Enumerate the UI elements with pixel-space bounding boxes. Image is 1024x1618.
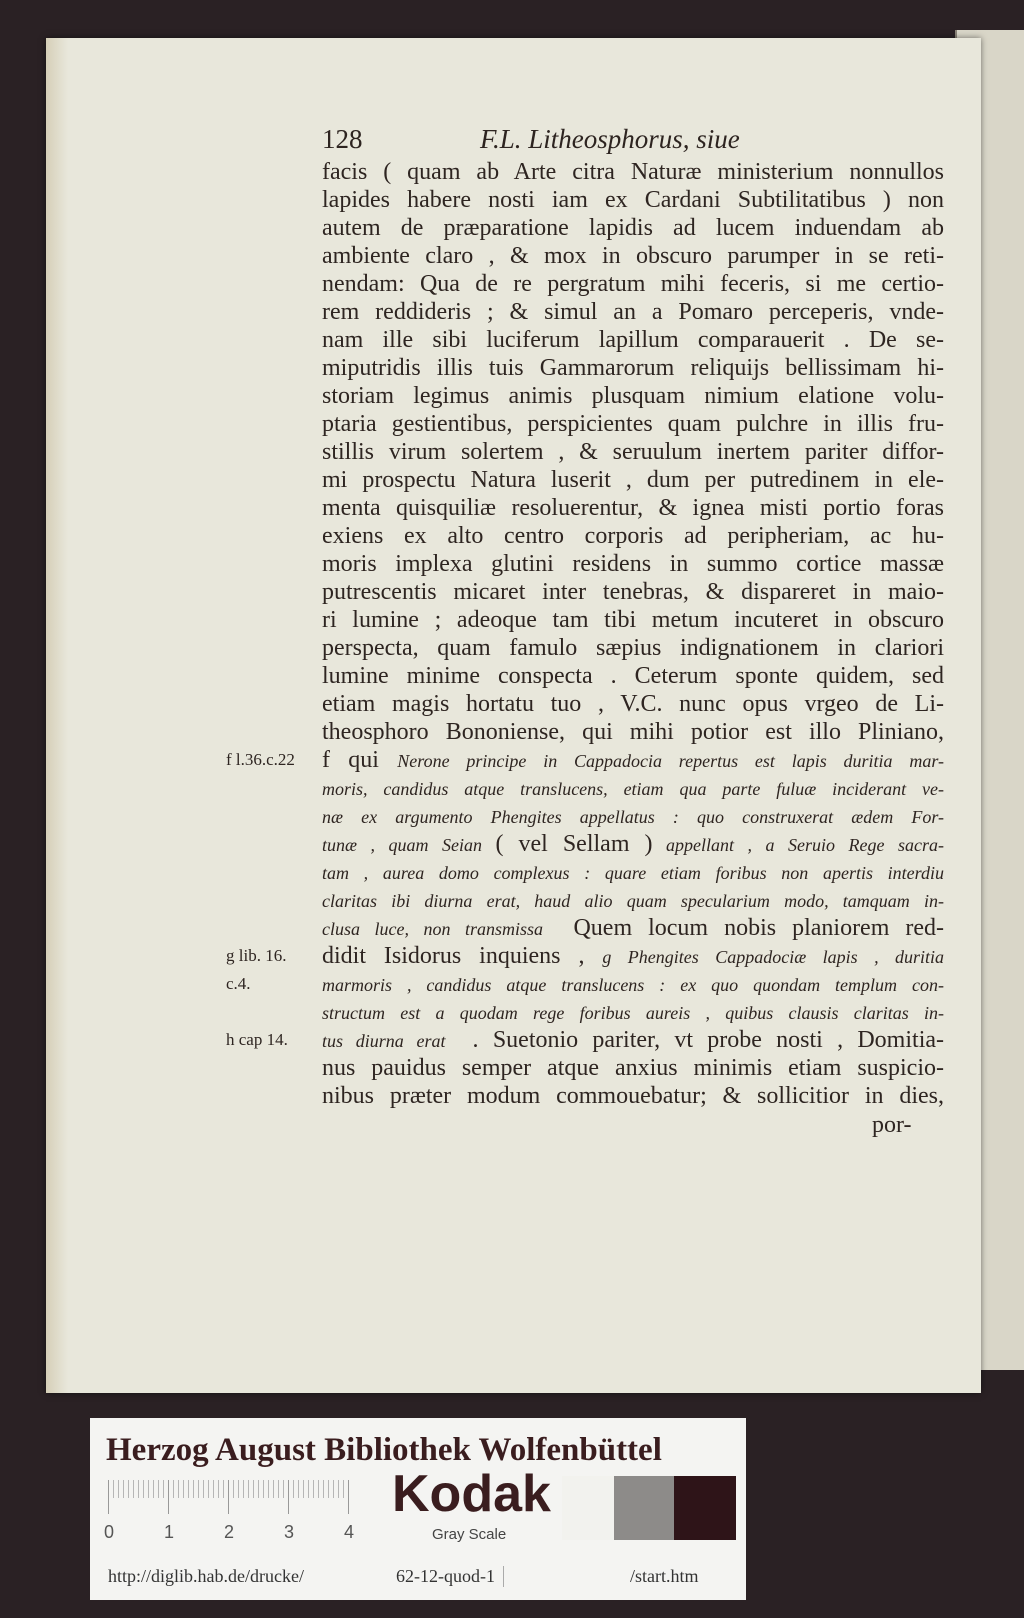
text-segment: ( vel Sellam ) <box>495 831 653 857</box>
text-segment: facis ( quam ab Arte citra Naturæ ministerium nonnullos <box>322 159 944 185</box>
ruler-tick <box>203 1480 204 1498</box>
kodak-logo: Kodak <box>392 1465 551 1523</box>
italic-quotation: næ ex argumento Phengites appellatus : quo construxerat ædem For- <box>322 807 944 827</box>
ruler-tick <box>178 1480 179 1498</box>
text-line <box>322 802 944 830</box>
text-segment: ri lumine ; adeoque tam tibi metum incuteret in obscuro <box>322 607 944 633</box>
ruler-tick <box>123 1480 124 1498</box>
gray-swatch-dark <box>674 1476 736 1540</box>
ruler-tick <box>263 1480 264 1498</box>
ruler-tick <box>163 1480 164 1498</box>
ruler-tick <box>188 1480 189 1498</box>
ruler-tick <box>133 1480 134 1498</box>
gray-swatch-white <box>562 1476 614 1540</box>
ruler-tick <box>268 1480 269 1498</box>
text-line <box>322 606 944 634</box>
text-segment: f qui <box>322 747 398 773</box>
text-line <box>322 858 944 886</box>
italic-quotation: marmoris , candidus atque translucens : ex quo quondam templum con- <box>322 975 944 995</box>
url-prefix: http://diglib.hab.de/drucke/ <box>108 1566 304 1586</box>
ruler-tick <box>248 1480 249 1498</box>
italic-quotation: claritas ibi diurna erat, haud alio quam specularium modo, tamquam in- <box>322 891 944 911</box>
text-segment: lumine minime conspecta . Ceterum sponte quidem, sed <box>322 663 944 689</box>
ruler-tick <box>208 1480 209 1498</box>
ruler-tick <box>348 1480 349 1514</box>
text-line <box>322 382 944 410</box>
text-segment: perspecta, quam famulo sæpius indignationem in clariori <box>322 635 944 661</box>
ruler-tick <box>318 1480 319 1498</box>
ruler-tick <box>153 1480 154 1498</box>
ruler-number: 1 <box>164 1522 175 1542</box>
text-segment: didit Isidorus inquiens , <box>322 943 603 969</box>
italic-quotation: g Phengites Cappadociæ lapis , duritia <box>602 947 944 967</box>
ruler-tick <box>333 1480 334 1498</box>
url-suffix: /start.htm <box>630 1566 699 1586</box>
ruler-tick <box>238 1480 239 1498</box>
text-segment: exiens ex alto centro corporis ad peripheriam, ac hu- <box>322 523 944 549</box>
text-segment: moris implexa glutini residens in summo cortice massæ <box>322 551 944 577</box>
text-line <box>322 270 944 298</box>
ruler-tick <box>313 1480 314 1498</box>
text-segment: nibus præter modum commouebatur; & sollicitior in dies, <box>322 1083 944 1109</box>
gray-swatch-mid <box>614 1476 674 1540</box>
text-line <box>322 494 944 522</box>
text-segment: nam ille sibi luciferum lapillum comparauerit . De se- <box>322 327 944 353</box>
text-segment: menta quisquiliæ resoluerentur, & ignea misti portio foras <box>322 495 944 521</box>
ruler-tick <box>293 1480 294 1498</box>
ruler-tick <box>258 1480 259 1498</box>
shelfmark: 62-12-quod-1 <box>396 1566 504 1587</box>
ruler-tick <box>233 1480 234 1498</box>
text-line <box>322 1054 944 1082</box>
italic-quotation: tunæ , quam Seian <box>322 835 496 855</box>
ruler-tick <box>223 1480 224 1498</box>
text-line <box>322 410 944 438</box>
body-text <box>322 158 944 1110</box>
text-line <box>322 970 944 998</box>
text-segment: ambiente claro , & mox in obscuro parumper in se reti- <box>322 243 944 269</box>
text-line <box>322 998 944 1026</box>
ruler-tick <box>148 1480 149 1498</box>
text-segment: nendam: Qua de re pergratum mihi feceris, si me certio- <box>322 271 944 297</box>
text-segment: mi prospectu Natura luserit , dum per putredinem in ele- <box>322 467 944 493</box>
catchword: por- <box>872 1112 912 1138</box>
ruler-number: 2 <box>224 1522 235 1542</box>
text-line <box>322 942 944 970</box>
ruler-tick <box>253 1480 254 1498</box>
text-line <box>322 186 944 214</box>
italic-quotation: moris, candidus atque translucens, etiam qua parte fuluæ inciderant ve- <box>322 779 944 799</box>
text-line <box>322 354 944 382</box>
text-segment: nus pauidus semper atque anxius minimis etiam suspicio- <box>322 1055 944 1081</box>
ruler-tick <box>138 1480 139 1498</box>
text-line <box>322 774 944 802</box>
ruler-tick <box>213 1480 214 1498</box>
italic-quotation: clusa luce, non transmissa <box>322 919 558 939</box>
library-name: Herzog August Bibliothek Wolfenbüttel <box>106 1432 662 1468</box>
ruler-tick <box>118 1480 119 1498</box>
margin-note: c.4. <box>226 974 251 993</box>
ruler-number: 0 <box>104 1522 115 1542</box>
text-line <box>322 550 944 578</box>
ruler-tick <box>173 1480 174 1498</box>
text-line <box>322 914 944 942</box>
ruler-tick <box>228 1480 229 1514</box>
text-line <box>322 1026 944 1054</box>
text-line <box>322 690 944 718</box>
text-segment: etiam magis hortatu tuo , V.C. nunc opus vrgeo de Li- <box>322 691 944 717</box>
running-title: F.L. Litheosphorus, siue <box>480 124 740 154</box>
ruler-tick <box>158 1480 159 1498</box>
italic-quotation: appellant , a Seruio Rege sacra- <box>652 835 944 855</box>
ruler-tick <box>143 1480 144 1498</box>
italic-quotation: tus diurna erat <box>322 1031 459 1051</box>
running-head <box>322 124 780 154</box>
text-line <box>322 578 944 606</box>
ruler-tick <box>128 1480 129 1498</box>
ruler-number: 4 <box>344 1522 355 1542</box>
text-segment: Quem locum nobis planiorem red- <box>557 915 945 941</box>
ruler-tick <box>343 1480 344 1498</box>
text-line <box>322 326 944 354</box>
margin-note: f l.36.c.22 <box>226 750 295 769</box>
ruler-tick <box>323 1480 324 1498</box>
text-segment: ptaria gestientibus, perspicientes quam pulchre in illis fru- <box>322 411 944 437</box>
ruler-tick <box>183 1480 184 1498</box>
gray-scale-label: Gray Scale <box>432 1526 507 1543</box>
ruler-tick <box>308 1480 309 1498</box>
ruler-tick <box>288 1480 289 1514</box>
text-line <box>322 298 944 326</box>
margin-note: g lib. 16. <box>226 946 287 965</box>
text-line <box>322 1082 944 1110</box>
ruler-tick <box>273 1480 274 1498</box>
text-segment: putrescentis micaret inter tenebras, & dispareret in maio- <box>322 579 944 605</box>
ruler <box>108 1480 378 1514</box>
text-line <box>322 214 944 242</box>
ruler-tick <box>243 1480 244 1498</box>
text-segment: miputridis illis tuis Gammarorum reliquijs bellissimam hi- <box>322 355 944 381</box>
text-line <box>322 522 944 550</box>
ruler-tick <box>193 1480 194 1498</box>
text-segment: . Suetonio pariter, vt probe nosti , Domitia- <box>458 1027 945 1053</box>
ruler-tick <box>278 1480 279 1498</box>
ruler-tick <box>303 1480 304 1498</box>
text-line <box>322 886 944 914</box>
text-segment: theosphoro Bononiense, qui mihi potior est illo Pliniano, <box>322 719 944 745</box>
ruler-tick <box>113 1480 114 1498</box>
text-line <box>322 634 944 662</box>
text-line <box>322 662 944 690</box>
ruler-tick <box>338 1480 339 1498</box>
text-segment: rem reddideris ; & simul an a Pomaro perceperis, vnde- <box>322 299 944 325</box>
text-line <box>322 718 944 746</box>
text-line <box>322 830 944 858</box>
ruler-tick <box>168 1480 169 1514</box>
text-line <box>322 158 944 186</box>
ruler-tick <box>108 1480 109 1514</box>
ruler-tick <box>218 1480 219 1498</box>
target-card <box>90 1418 746 1600</box>
page-number: 128 <box>322 124 363 154</box>
text-segment: lapides habere nosti iam ex Cardani Subtilitatibus ) non <box>322 187 944 213</box>
text-line <box>322 438 944 466</box>
text-segment: stillis virum solertem , & seruulum inertem pariter diffor- <box>322 439 944 465</box>
text-line <box>322 466 944 494</box>
italic-quotation: tam , aurea domo complexus : quare etiam foribus non apertis interdiu <box>322 863 944 883</box>
text-line <box>322 746 944 774</box>
margin-note: h cap 14. <box>226 1030 288 1049</box>
ruler-tick <box>328 1480 329 1498</box>
ruler-tick <box>283 1480 284 1498</box>
text-line <box>322 242 944 270</box>
text-segment: storiam legimus animis plusquam nimium elatione volu- <box>322 383 944 409</box>
text-segment: autem de præparatione lapidis ad lucem induendam ab <box>322 215 944 241</box>
italic-quotation: Nerone principe in Cappadocia repertus est lapis duritia mar- <box>397 751 944 771</box>
italic-quotation: structum est a quodam rege foribus aureis , quibus clausis claritas in- <box>322 1003 944 1023</box>
ruler-tick <box>198 1480 199 1498</box>
ruler-tick <box>298 1480 299 1498</box>
ruler-number: 3 <box>284 1522 295 1542</box>
